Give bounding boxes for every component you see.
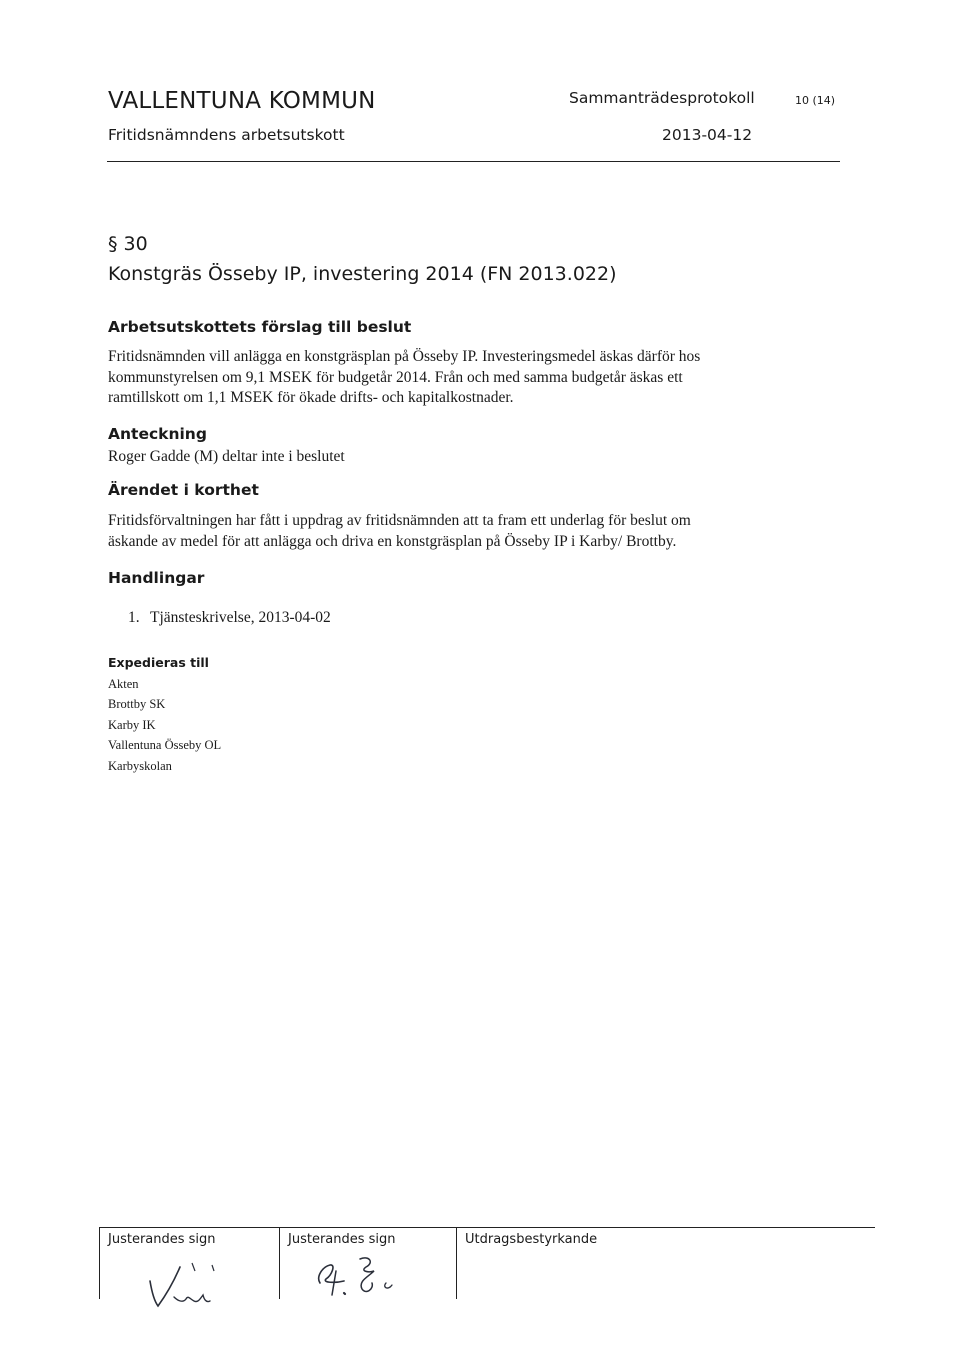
page-number: 10 (14)	[795, 94, 836, 107]
proposal-text	[108, 347, 768, 409]
recipient: Brottby SK	[108, 697, 166, 712]
handwritten-signature-2	[310, 1251, 420, 1301]
organization-name: VALLENTUNA KOMMUN	[108, 88, 376, 114]
header-divider	[107, 161, 840, 162]
signature-cell-3	[456, 1227, 876, 1299]
note-heading: Anteckning	[108, 425, 207, 443]
proposal-line: Fritidsnämnden vill anlägga en konstgräsplan på Össeby IP. Investeringsmedel äskas därför hos	[108, 348, 701, 365]
page-title: Konstgräs Össeby IP, investering 2014 (FN 2013.022)	[108, 263, 617, 285]
handwritten-signature-1	[128, 1259, 238, 1309]
summary-line: Fritidsförvaltningen har fått i uppdrag av fritidsnämnden att ta fram ett underlag för beslut om	[108, 512, 691, 529]
paragraph-number: § 30	[108, 233, 148, 255]
distribution-heading: Expedieras till	[108, 655, 209, 670]
recipient: Karby IK	[108, 717, 156, 732]
document-list-item	[128, 609, 331, 627]
recipient: Karbyskolan	[108, 758, 172, 773]
meeting-date: 2013-04-12	[662, 126, 753, 144]
proposal-heading: Arbetsutskottets förslag till beslut	[108, 318, 412, 336]
distribution-list	[108, 674, 221, 776]
summary-heading: Ärendet i korthet	[108, 481, 259, 499]
proposal-line: ramtillskott om 1,1 MSEK för ökade drifts- och kapitalkostnader.	[108, 389, 514, 407]
summary-line: äskande av medel för att anlägga och driva en konstgräsplan på Össeby IP i Karby/ Brottby.	[108, 532, 677, 550]
committee-name: Fritidsnämndens arbetsutskott	[108, 126, 345, 144]
signature-label: Utdragsbestyrkande	[465, 1232, 598, 1247]
list-item-number: 1.	[128, 609, 140, 626]
signature-label: Justerandes sign	[108, 1232, 216, 1247]
summary-text	[108, 511, 768, 552]
proposal-line: kommunstyrelsen om 9,1 MSEK för budgetår 2014. Från och med samma budgetår äskas ett	[108, 368, 683, 386]
signature-label: Justerandes sign	[288, 1232, 396, 1247]
list-item-text: Tjänsteskrivelse, 2013-04-02	[150, 609, 331, 626]
signature-cell-1	[99, 1227, 280, 1299]
note-text: Roger Gadde (M) deltar inte i beslutet	[108, 448, 345, 465]
document-type: Sammanträdesprotokoll	[569, 89, 755, 107]
recipient: Akten	[108, 677, 139, 691]
recipient: Vallentuna Össeby OL	[108, 738, 222, 753]
documents-heading: Handlingar	[108, 569, 205, 587]
signature-cell-2	[279, 1227, 457, 1299]
